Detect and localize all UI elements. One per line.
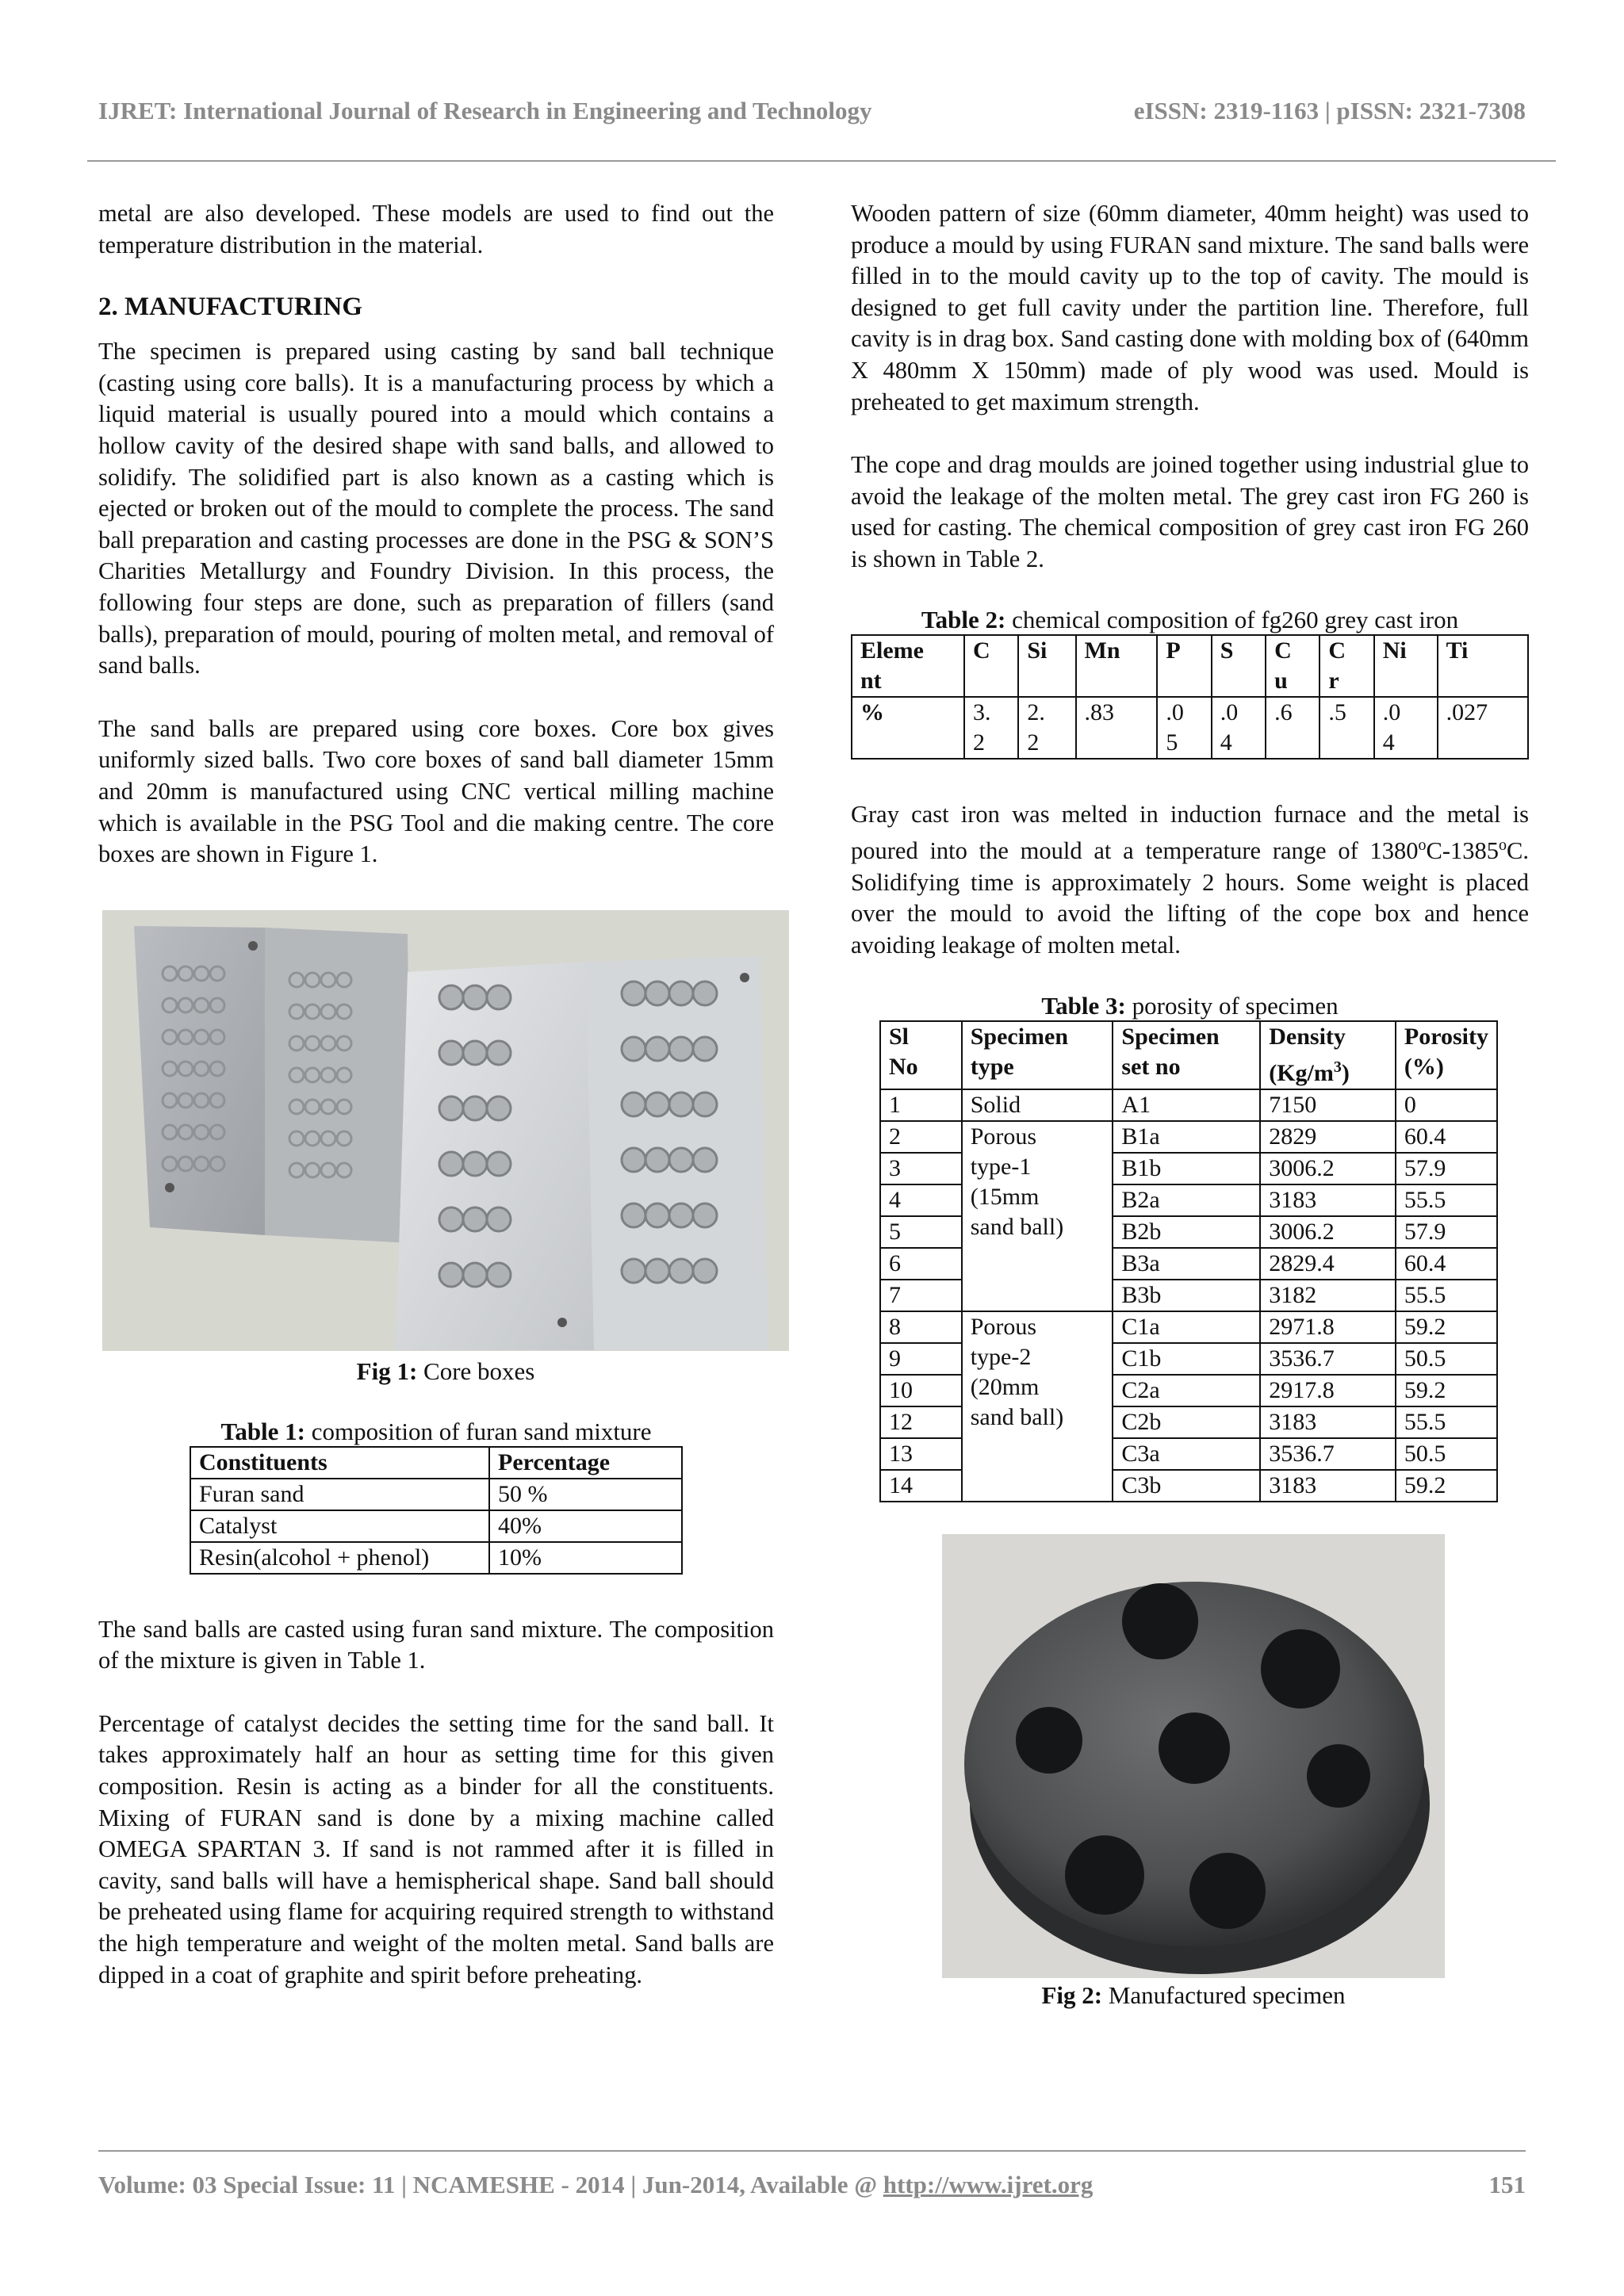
table-header-row	[190, 1447, 682, 1479]
table-cell: 14	[880, 1470, 962, 1502]
paragraph: The sand balls are prepared using core boxes. Core box gives uniformly sized balls. Two core boxes of sand ball diameter 15mm and 20mm is manufactured using CNC vertical milling machine which is available in the PSG Tool and die making centre. The core boxes are shown in Figure 1.	[98, 714, 774, 868]
figure-text: Manufactured specimen	[1108, 1980, 1346, 2009]
superscript: o	[1418, 836, 1427, 855]
table-row	[880, 1089, 1497, 1121]
paragraph	[851, 799, 1529, 962]
specimen-image	[942, 1534, 1445, 1978]
text-run: C-1385	[1426, 837, 1500, 865]
table-cell: 60.4	[1396, 1121, 1497, 1153]
table-cell: 8	[880, 1311, 962, 1343]
text-run: Gray cast iron was melted in induction furnace and the metal is poured into the mould at a temperature range of 1380	[851, 800, 1529, 865]
section-title: 2. MANUFACTURING	[98, 293, 363, 322]
table-header-cell	[1260, 1021, 1396, 1089]
table-header-cell: P	[1157, 635, 1211, 697]
table-header-cell: Percentage	[489, 1447, 682, 1479]
table-cell: C2b	[1113, 1406, 1260, 1438]
table-cell: 3006.2	[1260, 1216, 1396, 1248]
figure-manufactured-specimen	[942, 1534, 1445, 1978]
journal-name: IJRET: International Journal of Research in Engineering and Technology	[98, 97, 872, 124]
table-cell: 2	[880, 1121, 962, 1153]
paragraph: Wooden pattern of size (60mm diameter, 40mm height) was used to produce a mould by using FURAN sand mixture. The sand balls were filled in to the mould cavity up to the top of cavity. The mould is designed to get full cavity under the partition line. Therefore, full cavity is in drag box. Sand casting done with molding box of (640mm X 480mm X 150mm) made of ply wood was used. Mould is preheated to get maximum strength.	[851, 200, 1529, 415]
table-cell: 59.2	[1396, 1470, 1497, 1502]
table-header-cell: Mn	[1076, 635, 1158, 697]
table-cell: B2a	[1113, 1184, 1260, 1216]
table-header-cell: Si	[1018, 635, 1075, 697]
table-header-row	[880, 1021, 1497, 1089]
table-cell: 50.5	[1396, 1438, 1497, 1470]
table-cell: 3183	[1260, 1406, 1396, 1438]
table-label: Table 3:	[1041, 991, 1126, 1020]
table-cell: Resin(alcohol + phenol)	[190, 1542, 489, 1574]
table-cell: 60.4	[1396, 1248, 1497, 1280]
table-cell: B3a	[1113, 1248, 1260, 1280]
table-caption-text: chemical composition of fg260 grey cast iron	[1012, 605, 1459, 633]
header-rule	[87, 160, 1556, 162]
table-header-cell: Specimen set no	[1113, 1021, 1260, 1089]
figure-label: Fig 2:	[1041, 1980, 1103, 2009]
running-header	[98, 97, 1526, 125]
left-column	[98, 198, 774, 1991]
table-cell: 10%	[489, 1542, 682, 1574]
table-cell: 6	[880, 1248, 962, 1280]
figure-text: Core boxes	[423, 1357, 535, 1385]
table-cell: 3. 2	[964, 697, 1018, 759]
table-caption-text: porosity of specimen	[1132, 991, 1339, 1020]
table-label: Table 2:	[921, 605, 1006, 633]
table-cell: 50.5	[1396, 1343, 1497, 1375]
table-cell: 4	[880, 1184, 962, 1216]
table-cell: C3a	[1113, 1438, 1260, 1470]
table-cell: 3182	[1260, 1280, 1396, 1311]
table-cell: C1a	[1113, 1311, 1260, 1343]
paragraph: metal are also developed. These models are used to find out the temperature distribution in the material.	[98, 200, 774, 258]
table-cell: 2829.4	[1260, 1248, 1396, 1280]
header-text: )	[1341, 1059, 1350, 1086]
table-cell: .83	[1076, 697, 1158, 759]
table-caption-text: composition of furan sand mixture	[311, 1417, 652, 1445]
table-cell: .6	[1266, 697, 1320, 759]
table-cell: .0 4	[1212, 697, 1266, 759]
table-cell: B1b	[1113, 1153, 1260, 1184]
superscript: o	[1499, 836, 1507, 855]
table-header-cell: Sl No	[880, 1021, 962, 1089]
table-header-cell: C r	[1320, 635, 1373, 697]
table-cell: Catalyst	[190, 1510, 489, 1542]
table-2	[851, 634, 1529, 760]
table-header-cell: Constituents	[190, 1447, 489, 1479]
table-header-cell: C	[964, 635, 1018, 697]
table-cell: 55.5	[1396, 1280, 1497, 1311]
table-cell: C2a	[1113, 1375, 1260, 1406]
table-row	[190, 1479, 682, 1510]
table-cell: 55.5	[1396, 1406, 1497, 1438]
table-1-caption	[143, 1418, 730, 1446]
table-row	[880, 1311, 1497, 1343]
table-cell: %	[852, 697, 964, 759]
table-cell: 55.5	[1396, 1184, 1497, 1216]
page-number: 151	[1488, 2171, 1526, 2198]
right-column	[851, 198, 1529, 2010]
paragraph: Percentage of catalyst decides the setting time for the sand ball. It takes approximately half an hour as setting time for this given composition. Resin is acting as a binder for all the constituents. Mixing of FURAN sand is done by a mixing machine called OMEGA SPARTAN 3. If sand is not rammed after it is filled in cavity, sand balls will have a hemispherical shape. Sand ball should be preheated using flame for acquiring required strength to withstand the high temperature and weight of the molten metal. Sand balls are dipped in a coat of graphite and spirit before preheating.	[98, 1709, 774, 1988]
table-header-cell: S	[1212, 635, 1266, 697]
table-cell: 2829	[1260, 1121, 1396, 1153]
table-cell: 50 %	[489, 1479, 682, 1510]
table-cell: 3536.7	[1260, 1438, 1396, 1470]
table-3	[879, 1020, 1498, 1502]
paragraph: The sand balls are casted using furan sand mixture. The composition of the mixture is given in Table 1.	[98, 1615, 774, 1674]
paragraph: The cope and drag moulds are joined together using industrial glue to avoid the leakage of the molten metal. The grey cast iron FG 260 is used for casting. The chemical composition of grey cast iron FG 260 is shown in Table 2.	[851, 451, 1529, 572]
figure-label: Fig 1:	[356, 1357, 418, 1385]
table-cell: 57.9	[1396, 1153, 1497, 1184]
table-cell: .0 4	[1374, 697, 1438, 759]
figure-core-boxes	[102, 910, 789, 1351]
superscript: 3	[1333, 1058, 1342, 1076]
table-header-cell: Ti	[1438, 635, 1528, 697]
table-cell: 2. 2	[1018, 697, 1075, 759]
table-row	[880, 1121, 1497, 1153]
table-cell: B3b	[1113, 1280, 1260, 1311]
table-cell: 3	[880, 1153, 962, 1184]
paragraph: The specimen is prepared using casting by sand ball technique (casting using core balls). It is a manufacturing process by which a liquid material is usually poured into a mould which contains a hollow cavity of the desired shape with sand balls, and allowed to solidify. The solidified part is also known as a casting which is ejected or broken out of the mould to complete the process. The sand ball preparation and casting processes are done in the PSG & SON’S Charities Metallurgy and Foundry Division. In this process, the following four steps are done, such as preparation of fillers (sand balls), preparation of mould, pouring of molten metal, and removal of sand balls.	[98, 338, 774, 679]
text-run: C. Solidifying time is approximately 2 hours. Some weight is placed over the mould to avoid the lifting of the cope box and hence avoiding leakage of molten metal.	[851, 837, 1529, 959]
table-cell: 3183	[1260, 1470, 1396, 1502]
table-cell: 57.9	[1396, 1216, 1497, 1248]
table-2-caption	[851, 606, 1529, 634]
table-cell: 0	[1396, 1089, 1497, 1121]
table-label: Table 1:	[220, 1417, 306, 1445]
running-footer	[98, 2171, 1526, 2199]
table-row	[852, 697, 1528, 759]
figure-1-caption	[102, 1357, 789, 1386]
table-cell: .0 5	[1157, 697, 1211, 759]
table-cell: 3183	[1260, 1184, 1396, 1216]
core-boxes-image	[102, 910, 789, 1351]
table-cell: 59.2	[1396, 1311, 1497, 1343]
footer-rule	[98, 2150, 1526, 2152]
table-cell: 59.2	[1396, 1375, 1497, 1406]
issn: eISSN: 2319-1163 | pISSN: 2321-7308	[1133, 97, 1526, 124]
table-cell: 3006.2	[1260, 1153, 1396, 1184]
table-header-cell: Specimen type	[962, 1021, 1113, 1089]
table-cell: B1a	[1113, 1121, 1260, 1153]
table-3-caption	[851, 992, 1529, 1020]
table-header-cell: Ni	[1374, 635, 1438, 697]
figure-2-caption	[942, 1981, 1445, 2010]
table-header-cell: C u	[1266, 635, 1320, 697]
table-header-row	[852, 635, 1528, 697]
footer-volume: Volume: 03 Special Issue: 11 | NCAMESHE - 2014 | Jun-2014, Available @	[98, 2171, 883, 2198]
table-cell: Furan sand	[190, 1479, 489, 1510]
table-cell: 7	[880, 1280, 962, 1311]
table-cell: .027	[1438, 697, 1528, 759]
table-cell: B2b	[1113, 1216, 1260, 1248]
table-cell: 5	[880, 1216, 962, 1248]
table-cell: 2917.8	[1260, 1375, 1396, 1406]
table-cell: 40%	[489, 1510, 682, 1542]
table-cell: Porous type-1 (15mm sand ball)	[962, 1121, 1113, 1311]
table-cell: C1b	[1113, 1343, 1260, 1375]
table-cell: 10	[880, 1375, 962, 1406]
table-cell: 9	[880, 1343, 962, 1375]
table-cell: C3b	[1113, 1470, 1260, 1502]
footer-text	[98, 2171, 1093, 2199]
table-cell: 3536.7	[1260, 1343, 1396, 1375]
table-cell: 12	[880, 1406, 962, 1438]
table-cell: 7150	[1260, 1089, 1396, 1121]
table-header-cell: Porosity (%)	[1396, 1021, 1497, 1089]
table-row	[190, 1542, 682, 1574]
table-row	[190, 1510, 682, 1542]
table-cell: 2971.8	[1260, 1311, 1396, 1343]
table-cell: 13	[880, 1438, 962, 1470]
table-cell: .5	[1320, 697, 1373, 759]
table-cell: A1	[1113, 1089, 1260, 1121]
journal-link[interactable]: http://www.ijret.org	[883, 2171, 1094, 2198]
table-header-cell: Eleme nt	[852, 635, 964, 697]
table-1	[190, 1446, 683, 1575]
table-cell: 1	[880, 1089, 962, 1121]
header-text: Density (Kg/m	[1269, 1023, 1346, 1086]
table-cell: Porous type-2 (20mm sand ball)	[962, 1311, 1113, 1502]
table-cell: Solid	[962, 1089, 1113, 1121]
